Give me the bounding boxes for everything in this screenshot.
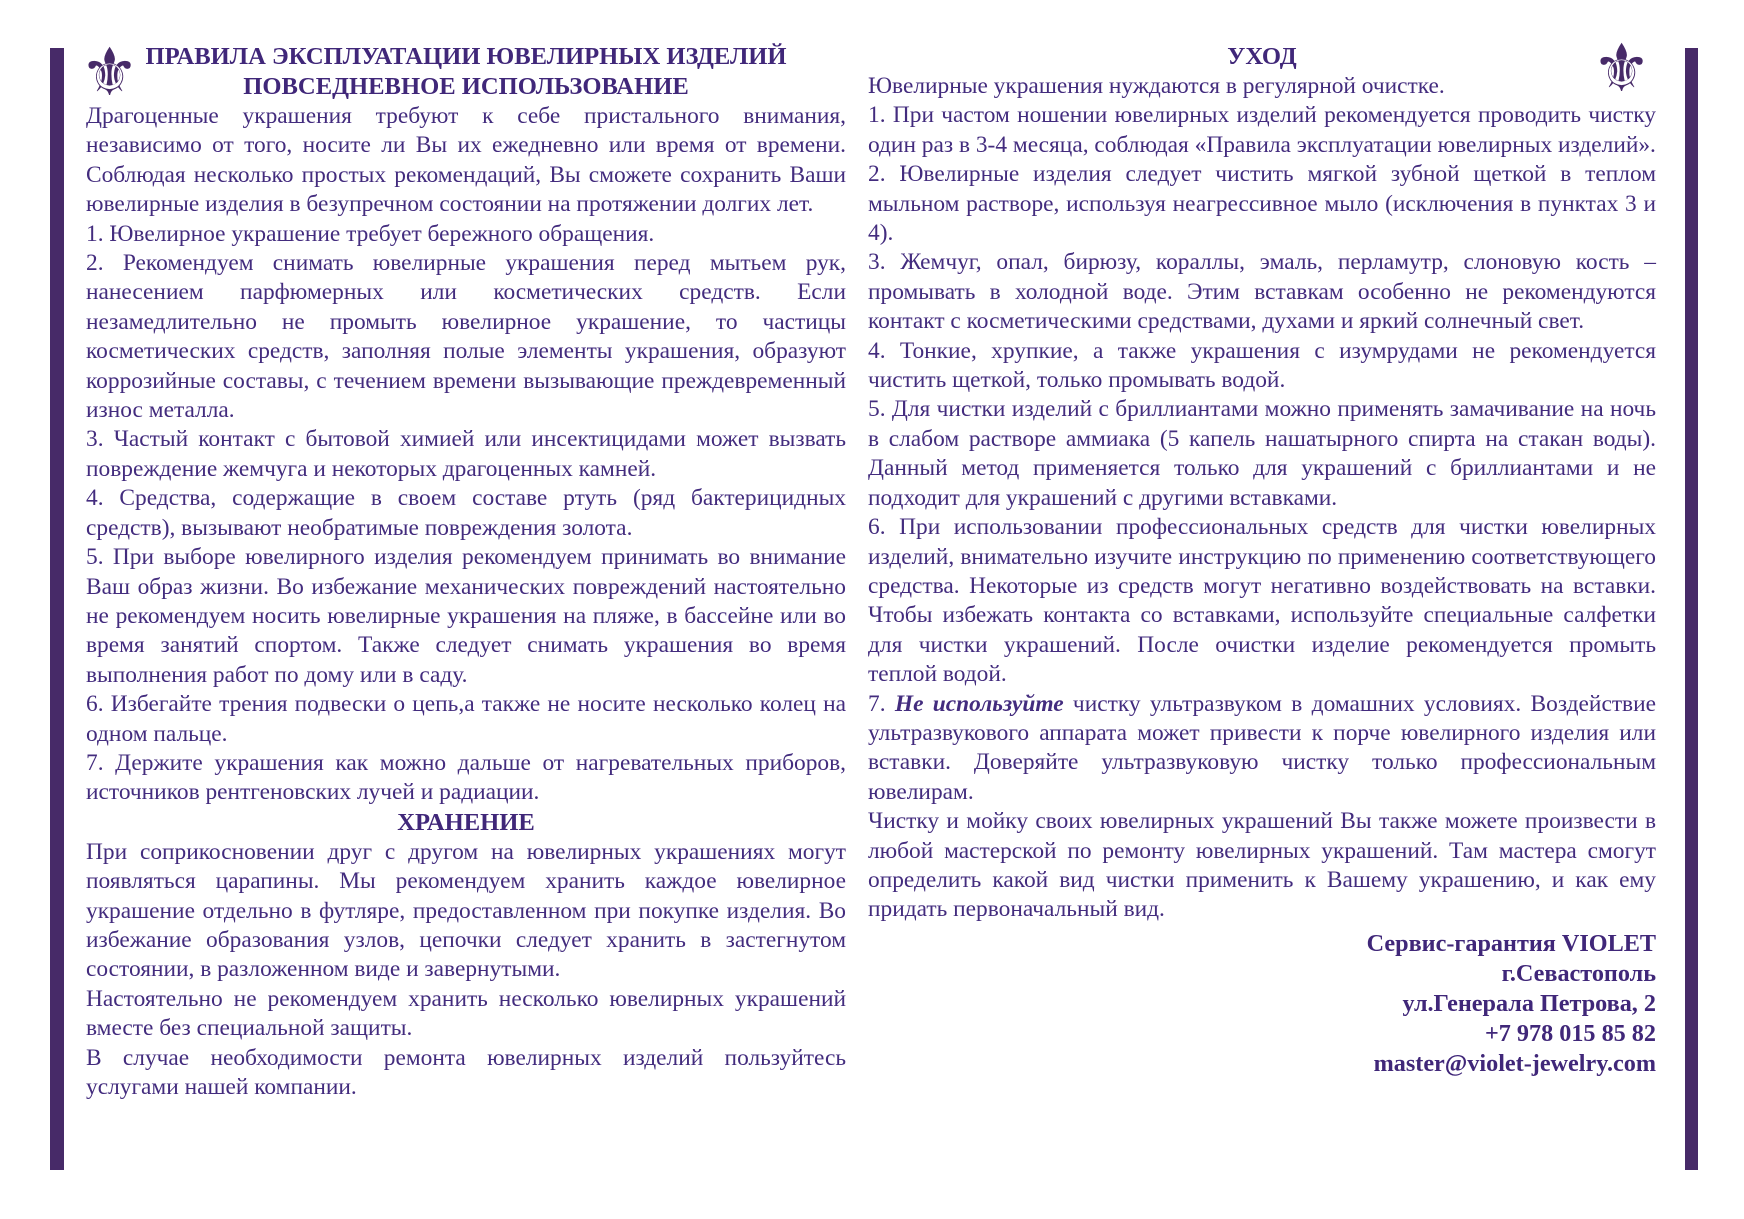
storage-section-title: ХРАНЕНИЕ xyxy=(397,808,535,836)
contact-phone: +7 978 015 85 82 xyxy=(1484,1019,1656,1047)
contact-address: ул.Генерала Петрова, 2 xyxy=(1402,989,1656,1017)
contact-block xyxy=(868,929,1656,1079)
usage-rules-column xyxy=(86,42,846,1102)
right-border-bar xyxy=(1685,48,1698,1170)
care-rule-4: 4. Тонкие, хрупкие, а также украшения с изумрудами не рекомендуется чистить щеткой, только промывать водой. xyxy=(868,337,1656,394)
usage-rules-title xyxy=(86,42,846,102)
usage-rules-title-line2: ПОВСЕДНЕВНОЕ ИСПОЛЬЗОВАНИЕ xyxy=(243,73,689,100)
care-rule-2: 2. Ювелирные изделия следует чистить мягкой зубной щеткой в теплом мыльном растворе, используя неагрессивное мыло (исключения в пунктах 3 и 4). xyxy=(868,161,1656,247)
care-intro-paragraph: Ювелирные украшения нуждаются в регулярной очистке. xyxy=(868,73,1445,99)
contact-city: г.Севастополь xyxy=(1501,959,1656,987)
usage-rule-6: 6. Избегайте трения подвески о цепь,а также не носите несколько колец на одном пальце. xyxy=(86,691,846,747)
care-rule-1: 1. При частом ношении ювелирных изделий рекомендуется проводить чистку один раз в 3-4 месяца, соблюдая «Правила эксплуатации ювелирных изделий». xyxy=(868,102,1656,158)
care-closing-paragraph: Чистку и мойку своих ювелирных украшений Вы также можете произвести в любой мастерской по ремонту ювелирных украшений. Там мастера смогут определить какой вид чистки применить к Вашему украшению, и как ему придать первоначальный вид. xyxy=(868,808,1656,923)
care-rule-7-text: чистку ультразвуком в домашних условиях. Воздействие ультразвукового аппарата может привести к порче ювелирного изделия или вставки. Доверяйте ультразвуковую чистку только профессиональным ювелирам. xyxy=(868,690,1656,805)
usage-rule-1: 1. Ювелирное украшение требует бережного обращения. xyxy=(86,220,655,247)
contact-email: master@violet-jewelry.com xyxy=(1373,1049,1656,1077)
usage-rule-3: 3. Частый контакт с бытовой химией или инсектицидами может вызвать повреждение жемчуга и некоторых драгоценных камней. xyxy=(86,426,846,482)
fleur-de-lis-icon: ⚜ xyxy=(1592,30,1652,107)
usage-rule-5: 5. При выборе ювелирного изделия рекомендуем принимать во внимание Ваш образ жизни. Во избежание механических повреждений настоятельно не рекомендуем носить ювелирные украшения на пляже, в бассейне или во время занятий спортом. Также следует снимать украшения во время выполнения работ по дому или в саду. xyxy=(86,544,846,688)
care-rule-5: 5. Для чистки изделий с бриллиантами можно применять замачивание на ночь в слабом растворе аммиака (5 капель нашатырного спирта на стакан воды). Данный метод применяется только для украшений с бриллиантами и не подходит для украшений с другими вставками. xyxy=(868,396,1656,511)
storage-paragraph-2: Настоятельно не рекомендуем хранить несколько ювелирных украшений вместе без специальной защиты. xyxy=(86,985,846,1042)
care-section-title: УХОД xyxy=(1227,43,1297,70)
care-rule-3: 3. Жемчуг, опал, бирюзу, кораллы, эмаль, перламутр, слоновую кость – промывать в холодной воде. Этим вставкам особенно не рекомендуются контакт с косметическими средствами, духами и яркий солнечный свет. xyxy=(868,249,1656,335)
usage-rule-2: 2. Рекомендуем снимать ювелирные украшения перед мытьем рук, нанесением парфюмерных или косметических средств. Если незамедлительно не промыть ювелирное украшение, то частицы косметических средств, заполняя полые элементы украшения, образуют коррозийные составы, с течением времени вызывающие преждевременный износ металла. xyxy=(86,250,846,424)
contact-company: Сервис-гарантия VIOLET xyxy=(1366,929,1656,957)
storage-paragraph-1: При соприкосновении друг с другом на ювелирных украшениях могут появляться царапины. Мы рекомендуем хранить каждое ювелирное украшение отдельно в футляре, предоставленном при покупке изделия. Во избежание образования узлов, цепочки следует хранить в застегнутом состоянии, в разложенном виде и завернутыми. xyxy=(86,838,846,983)
left-border-bar xyxy=(50,48,64,1170)
storage-paragraph-3: В случае необходимости ремонта ювелирных изделий пользуйтесь услугами нашей компании. xyxy=(86,1044,846,1100)
care-rule-7 xyxy=(868,690,1656,808)
care-column xyxy=(868,42,1656,1079)
fleur-de-lis-icon: ⚜ xyxy=(80,34,140,111)
care-rule-7-number: 7. xyxy=(868,690,895,717)
care-rule-6: 6. При использовании профессиональных средств для чистки ювелирных изделий, внимательно изучите инструкцию по применению соответствующего средства. Некоторые из средств могут негативно воздействовать на вставки. Чтобы избежать контакта со вставками, используйте специальные салфетки для чистки украшений. После очистки изделие рекомендуется промыть теплой водой. xyxy=(868,514,1656,688)
usage-rule-4: 4. Средства, содержащие в своем составе ртуть (ряд бактерицидных средств), вызывают необратимые повреждения золота. xyxy=(86,485,846,541)
usage-intro-paragraph: Драгоценные украшения требуют к себе пристального внимания, независимо от того, носите ли Вы их ежедневно или время от времени. Соблюдая несколько простых рекомендаций, Вы сможете сохранить Ваши ювелирные изделия в безупречном состоянии на протяжении долгих лет. xyxy=(86,103,846,218)
usage-rules-title-line1: ПРАВИЛА ЭКСПЛУАТАЦИИ ЮВЕЛИРНЫХ ИЗДЕЛИЙ xyxy=(145,43,787,70)
care-rule-7-emphasis: Не используйте xyxy=(894,690,1064,717)
usage-rule-7: 7. Держите украшения как можно дальше от нагревательных приборов, источников рентгеновских лучей и радиации. xyxy=(86,749,846,806)
